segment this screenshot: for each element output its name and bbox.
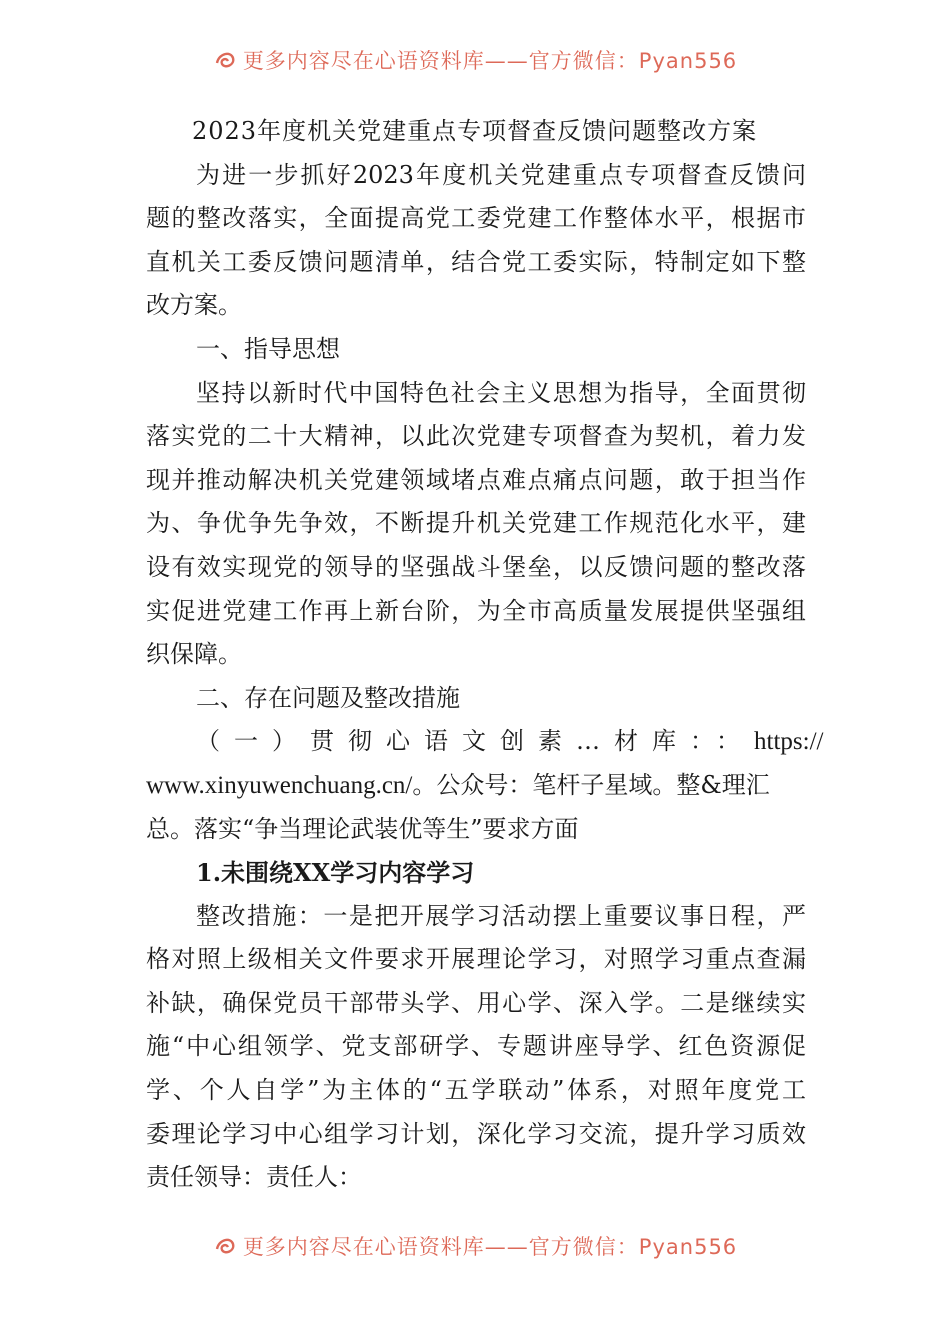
- subsection1-line-1: [146, 720, 824, 764]
- document-title: 2023年度机关党建重点专项督查反馈问题整改方案: [192, 117, 758, 145]
- section1-line-3: 现并推动解决机关党建领域堵点难点痛点问题，敢于担当作: [146, 465, 806, 494]
- swirl-logo-icon: [213, 47, 239, 73]
- swirl-logo-icon: [213, 1233, 239, 1259]
- section1-line-7: 织保障。: [146, 640, 242, 669]
- item1-line-7: 责任领导：责任人：: [146, 1163, 362, 1192]
- footer-watermark: [0, 1224, 950, 1268]
- section1-heading: 一、指导思想: [196, 334, 340, 363]
- intro-line-2: 题的整改落实，全面提高党工委党建工作整体水平，根据市: [146, 204, 806, 233]
- subsection1-line-3: 总。落实“争当理论武装优等生”要求方面: [146, 814, 579, 843]
- header-watermark: [0, 38, 950, 82]
- section1-line-4: 为、争优争先争效，不断提升机关党建工作规范化水平，建: [146, 509, 806, 538]
- header-watermark-text: 更多内容尽在心语资料库——官方微信：Pyan556: [242, 49, 738, 73]
- subsection1-line-2: [146, 764, 806, 808]
- item1-line-4: 施“中心组领学、党支部研学、专题讲座导学、红色资源促: [146, 1032, 806, 1061]
- item1-line-5: 学、个人自学”为主体的“五学联动”体系，对照年度党工: [146, 1076, 806, 1105]
- subsection1-line-2-cn: 。公众号：笔杆子星域。整&理汇: [412, 770, 770, 799]
- section1-line-1: 坚持以新时代中国特色社会主义思想为指导，全面贯彻: [196, 378, 806, 407]
- section1-line-6: 实促进党建工作再上新台阶，为全市高质量发展提供坚强组: [146, 596, 806, 625]
- item1-line-3: 补缺，确保党员干部带头学、用心学、深入学。二是继续实: [146, 988, 806, 1017]
- intro-line-3: 直机关工委反馈问题清单，结合党工委实际，特制定如下整: [146, 247, 806, 276]
- subsection1-title-cn: （一）贯彻心语文创素…材库：：: [196, 727, 754, 756]
- intro-line-1: 为进一步抓好2023年度机关党建重点专项督查反馈问: [196, 160, 806, 189]
- footer-watermark-text: 更多内容尽在心语资料库——官方微信：Pyan556: [242, 1235, 738, 1259]
- item1-heading: 1.未围绕XX学习内容学习: [196, 858, 475, 888]
- section2-heading: 二、存在问题及整改措施: [196, 683, 460, 712]
- section1-line-5: 设有效实现党的领导的坚强战斗堡垒，以反馈问题的整改落: [146, 552, 806, 581]
- item1-line-2: 格对照上级相关文件要求开展理论学习，对照学习重点查漏: [146, 945, 806, 974]
- subsection1-url-part1: https://: [754, 728, 824, 756]
- section1-line-2: 落实党的二十大精神，以此次党建专项督查为契机，着力发: [146, 422, 806, 451]
- document-body: [146, 110, 824, 1200]
- item1-line-1: 整改措施：一是把开展学习活动摆上重要议事日程，严: [196, 901, 806, 930]
- item1-line-6: 委理论学习中心组学习计划，深化学习交流，提升学习质效: [146, 1119, 806, 1148]
- intro-line-4: 改方案。: [146, 291, 242, 320]
- subsection1-url-part2: www.xinyuwenchuang.cn/: [146, 771, 413, 799]
